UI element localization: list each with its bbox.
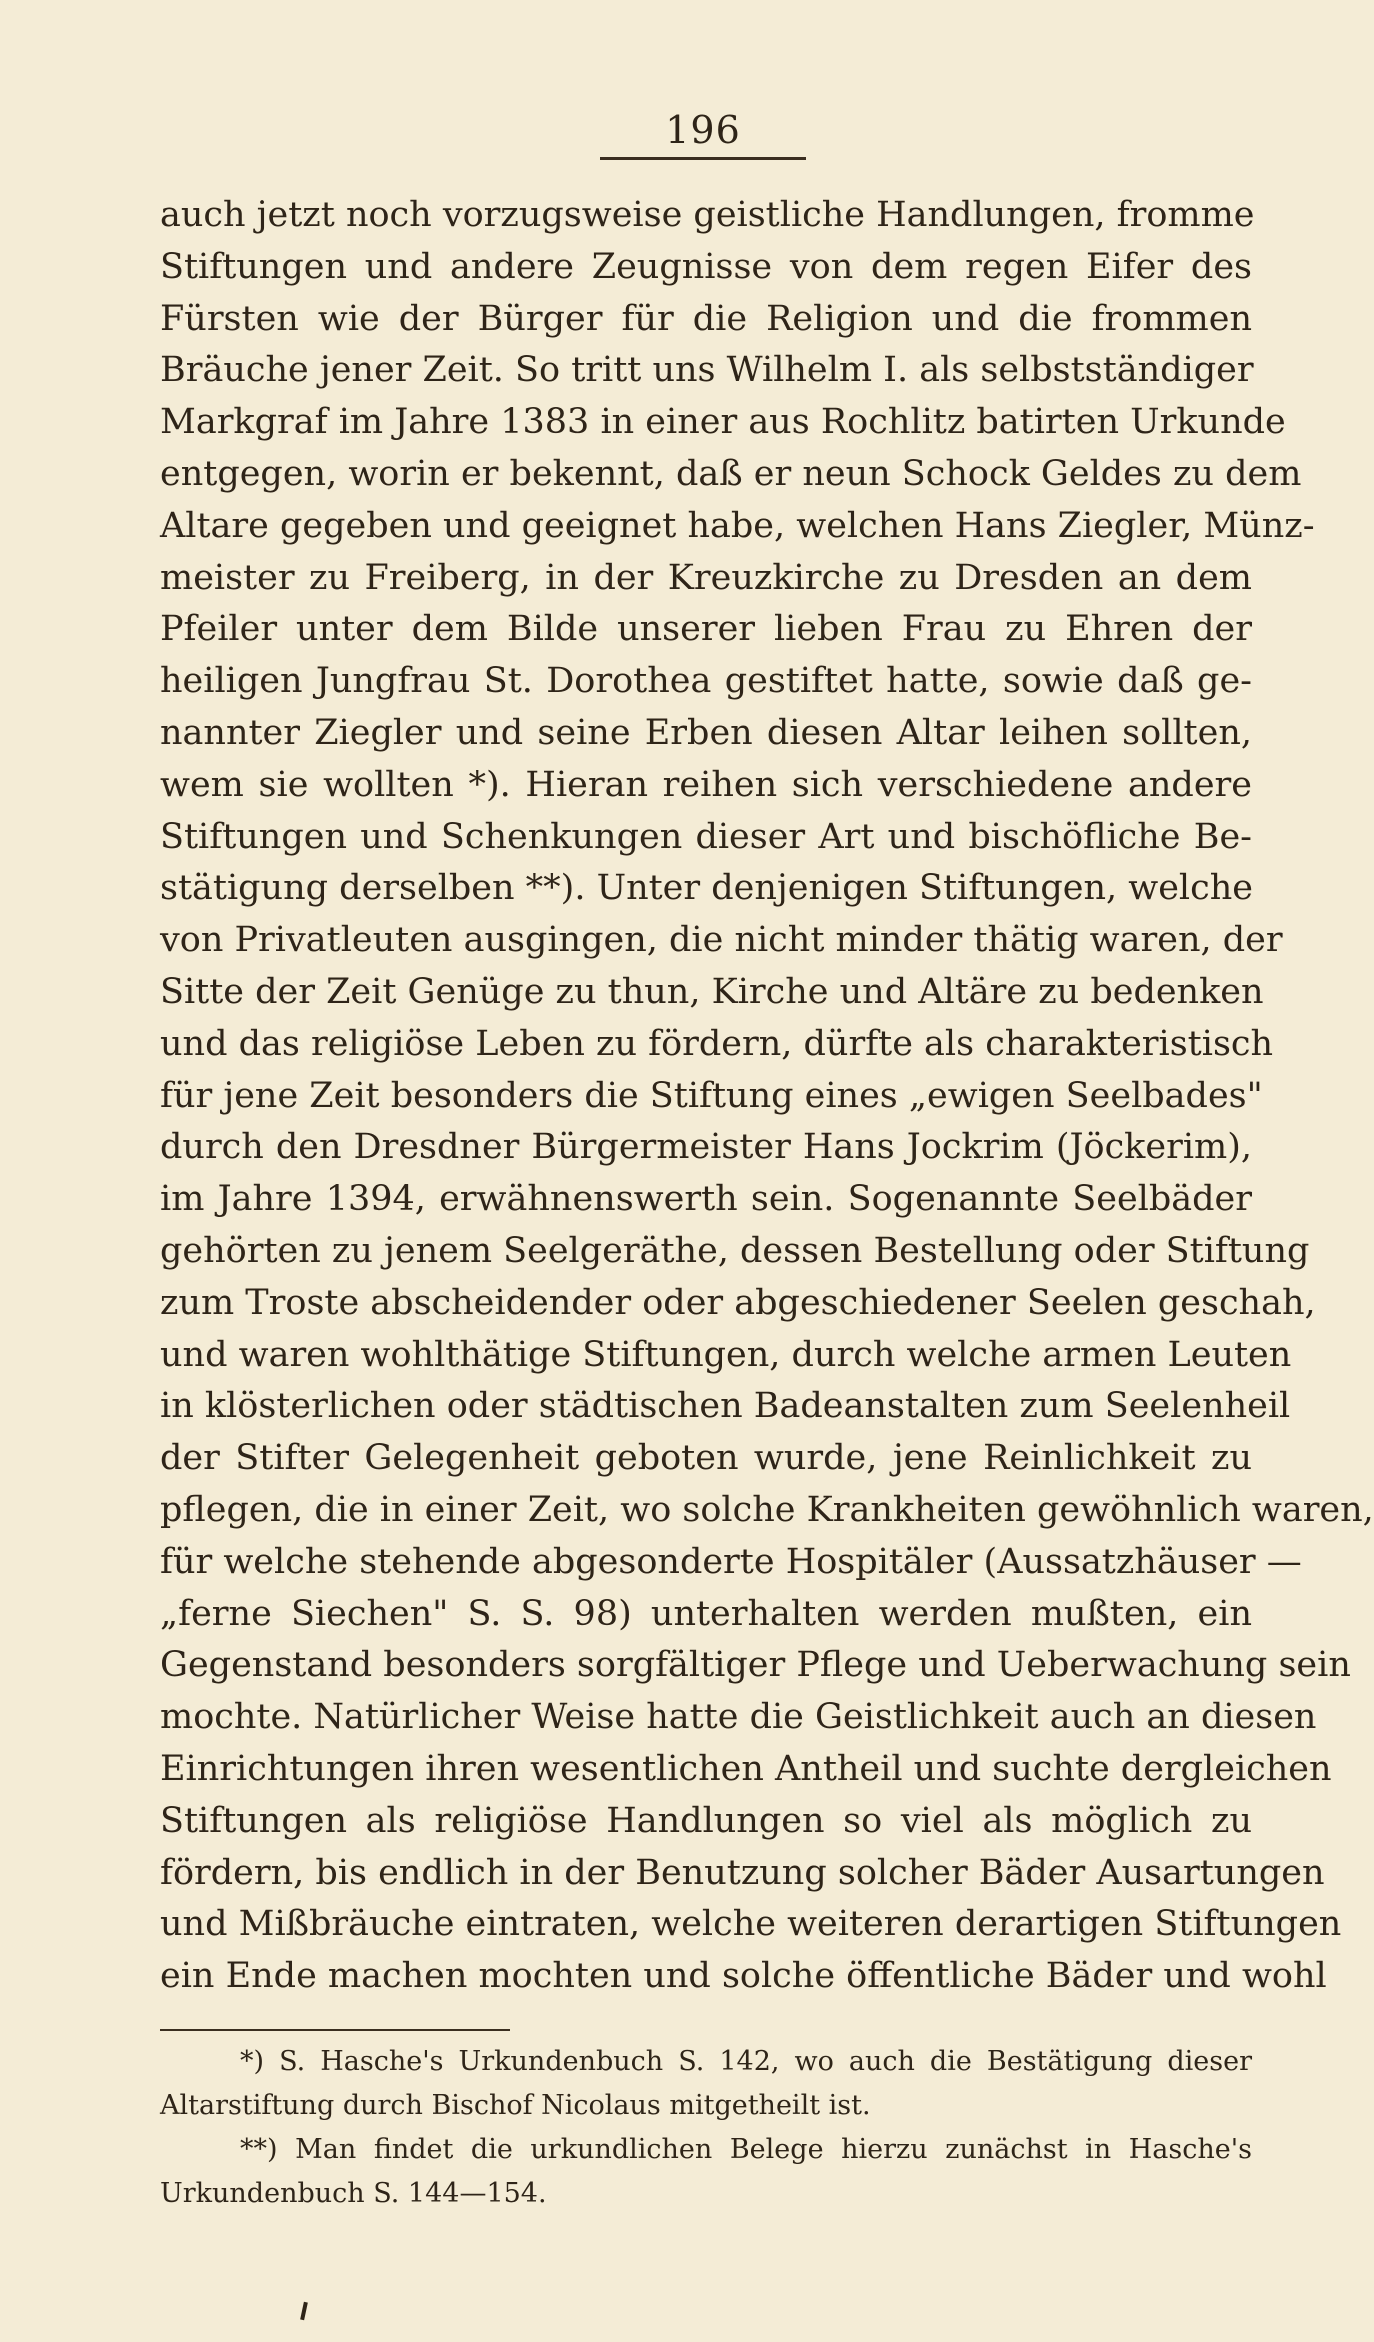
text-line: Stiftungen und Schenkungen dieser Art und bischöfliche Be-	[160, 816, 1252, 857]
text-line: für welche stehende abgesonderte Hospitäler (Aussatzhäuser —	[160, 1541, 1302, 1582]
text-line: wem sie wollten *). Hieran reihen sich verschiedene andere	[160, 764, 1252, 805]
text-line: in klösterlichen oder städtischen Badeanstalten zum Seelenheil	[160, 1386, 1291, 1427]
text-line: mochte. Natürlicher Weise hatte die Geistlichkeit auch an diesen	[160, 1697, 1317, 1738]
text-line: zum Troste abscheidender oder abgeschiedener Seelen geschah,	[160, 1282, 1316, 1323]
text-line: Altare gegeben und geeignet habe, welchen Hans Ziegler, Münz-	[160, 505, 1315, 546]
body-text	[160, 190, 1374, 2003]
ink-mark	[300, 2302, 308, 2320]
text-line: „ferne Siechen" S. S. 98) unterhalten werden mußten, ein	[160, 1593, 1252, 1634]
text-line: Einrichtungen ihren wesentlichen Antheil und suchte dergleichen	[160, 1748, 1332, 1789]
text-line: Pfeiler unter dem Bilde unserer lieben Frau zu Ehren der	[160, 609, 1252, 650]
text-line: auch jetzt noch vorzugsweise geistliche Handlungen, fromme	[160, 195, 1255, 235]
text-line: entgegen, worin er bekennt, daß er neun Schock Geldes zu dem	[160, 453, 1302, 494]
text-line: im Jahre 1394, erwähnenswerth sein. Sogenannte Seelbäder	[160, 1179, 1252, 1220]
footnote-1-line-1: *) S. Hasche's Urkundenbuch S. 142, wo auch die Bestätigung dieser	[240, 2046, 1252, 2077]
text-line: gehörten zu jenem Seelgeräthe, dessen Bestellung oder Stiftung	[160, 1230, 1310, 1271]
text-line: heiligen Jungfrau St. Dorothea gestiftet hatte, sowie daß ge-	[160, 661, 1252, 702]
footnote-rule	[160, 2029, 510, 2031]
text-line: Gegenstand besonders sorgfältiger Pflege und Ueberwachung sein	[160, 1645, 1351, 1686]
text-line: fördern, bis endlich in der Benutzung solcher Bäder Ausartungen	[160, 1852, 1325, 1893]
text-line: meister zu Freiberg, in der Kreuzkirche zu Dresden an dem	[160, 557, 1252, 598]
text-line: Sitte der Zeit Genüge zu thun, Kirche und Altäre zu bedenken	[160, 971, 1264, 1012]
text-line: und Mißbräuche eintraten, welche weiteren derartigen Stiftungen	[160, 1904, 1342, 1945]
text-line: nannter Ziegler und seine Erben diesen Altar leihen sollten,	[160, 712, 1252, 753]
text-line: und waren wohlthätige Stiftungen, durch welche armen Leuten	[160, 1334, 1292, 1375]
footnote-1-line-2: Altarstiftung durch Bischof Nicolaus mitgetheilt ist.	[160, 2090, 871, 2121]
text-line: durch den Dresdner Bürgermeister Hans Jockrim (Jöckerim),	[160, 1127, 1252, 1168]
text-line: Markgraf im Jahre 1383 in einer aus Rochlitz batirten Urkunde	[160, 402, 1286, 443]
text-line: Stiftungen als religiöse Handlungen so viel als möglich zu	[160, 1800, 1252, 1841]
text-line: ein Ende machen mochten und solche öffentliche Bäder und wohl	[160, 1956, 1327, 1997]
text-line: von Privatleuten ausgingen, die nicht minder thätig waren, der	[160, 920, 1283, 961]
page-number: 196	[665, 108, 741, 152]
text-line: stätigung derselben **). Unter denjenigen Stiftungen, welche	[160, 868, 1253, 909]
footnotes	[160, 2040, 1252, 2216]
footnote-2-line-2: Urkundenbuch S. 144—154.	[160, 2178, 547, 2209]
text-line: und das religiöse Leben zu fördern, dürfte als charakteristisch	[160, 1023, 1274, 1064]
text-line: der Stifter Gelegenheit geboten wurde, jene Reinlichkeit zu	[160, 1438, 1252, 1479]
text-line: pflegen, die in einer Zeit, wo solche Krankheiten gewöhnlich waren,	[160, 1489, 1374, 1530]
text-line: Fürsten wie der Bürger für die Religion und die frommen	[160, 298, 1252, 339]
text-line: für jene Zeit besonders die Stiftung eines „ewigen Seelbades"	[160, 1075, 1263, 1116]
footnote-2-line-1: **) Man findet die urkundlichen Belege hierzu zunächst in Hasche's	[240, 2134, 1252, 2165]
text-line: Stiftungen und andere Zeugnisse von dem regen Eifer des	[160, 246, 1252, 287]
page-number-rule	[600, 157, 806, 160]
text-line: Bräuche jener Zeit. So tritt uns Wilhelm I. als selbstständiger	[160, 350, 1254, 391]
